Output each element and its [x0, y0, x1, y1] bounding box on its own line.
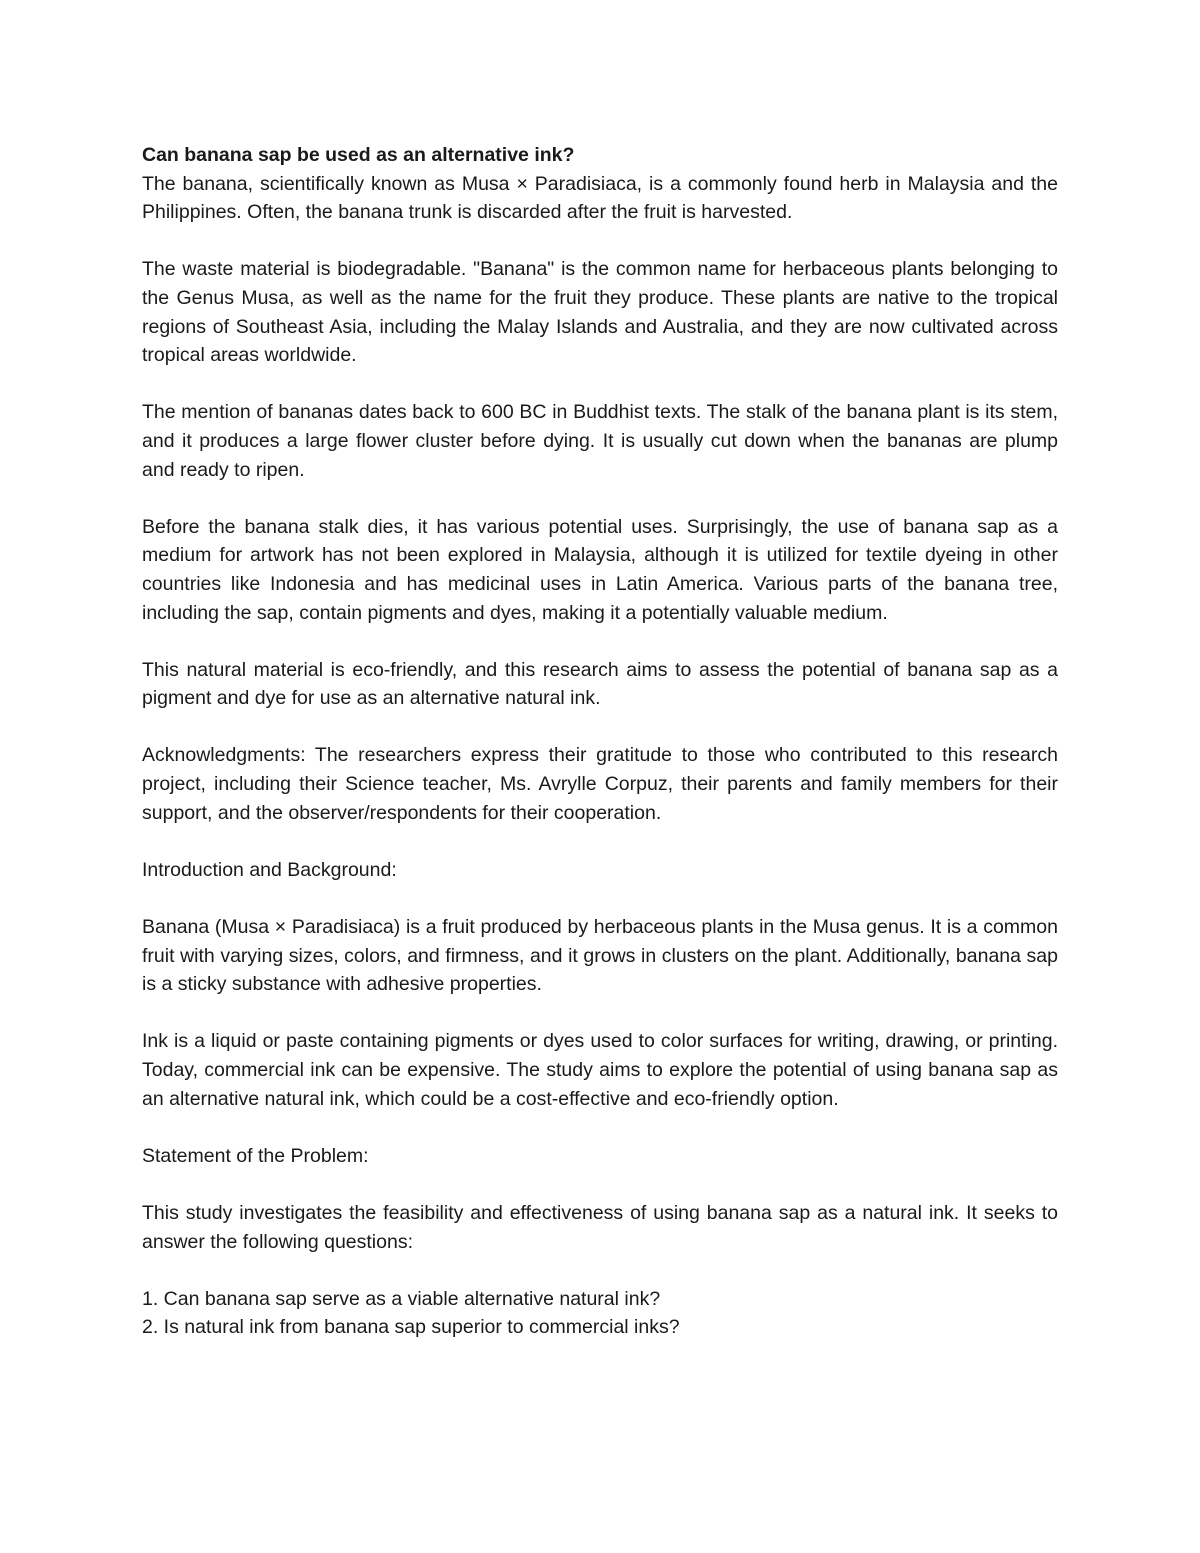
paragraph-acknowledgments: Acknowledgments: The researchers express their gratitude to those who contributed to this research project, including their Science teacher, Ms. Avrylle Corpuz, their parents and family members for their support, and the observer/respondents for their cooperation. — [142, 744, 1058, 824]
paragraph-potential-uses: Before the banana stalk dies, it has various potential uses. Surprisingly, the use of banana sap as a medium for artwork has not been explored in Malaysia, although it is utilized for textile dyeing in other countries like Indonesia and has medicinal uses in Latin America. Various parts of the banana tree, including the sap, contain pigments and dyes, making it a potentially valuable medium. — [142, 515, 1058, 624]
question-list — [142, 1285, 1058, 1342]
paragraph-intro: The banana, scientifically known as Musa × Paradisiaca, is a commonly found herb in Malaysia and the Philippines. Often, the banana trunk is discarded after the fruit is harvested. — [142, 172, 1058, 224]
section-heading-introduction: Introduction and Background: — [142, 858, 397, 881]
paragraph-study-questions: This study investigates the feasibility and effectiveness of using banana sap as a natural ink. It seeks to answer the following questions: — [142, 1201, 1058, 1253]
paragraph-history: The mention of bananas dates back to 600 BC in Buddhist texts. The stalk of the banana plant is its stem, and it produces a large flower cluster before dying. It is usually cut down when the bananas are plump and ready to ripen. — [142, 401, 1058, 481]
paragraph-waste-material: The waste material is biodegradable. "Banana" is the common name for herbaceous plants belonging to the Genus Musa, as well as the name for the fruit they produce. These plants are native to the tropical regions of Southeast Asia, including the Malay Islands and Australia, and they are now cultivated across tropical areas worldwide. — [142, 258, 1058, 367]
paragraph-banana-description: Banana (Musa × Paradisiaca) is a fruit produced by herbaceous plants in the Musa genus. It is a common fruit with varying sizes, colors, and firmness, and it grows in clusters on the plant. Additionally, banana sap is a sticky substance with adhesive properties. — [142, 916, 1058, 996]
paragraph-ink-description: Ink is a liquid or paste containing pigments or dyes used to color surfaces for writing, drawing, or printing. Today, commercial ink can be expensive. The study aims to explore the potential of using banana sap as an alternative natural ink, which could be a cost-effective and eco-friendly option. — [142, 1030, 1058, 1110]
section-heading-problem: Statement of the Problem: — [142, 1144, 369, 1167]
list-item: 2. Is natural ink from banana sap superior to commercial inks? — [142, 1316, 680, 1339]
paragraph-research-aim: This natural material is eco-friendly, and this research aims to assess the potential of banana sap as a pigment and dye for use as an alternative natural ink. — [142, 658, 1058, 710]
list-item: 1. Can banana sap serve as a viable alternative natural ink? — [142, 1287, 661, 1310]
document-title: Can banana sap be used as an alternative ink? — [142, 144, 575, 166]
document-page — [142, 141, 1058, 1342]
